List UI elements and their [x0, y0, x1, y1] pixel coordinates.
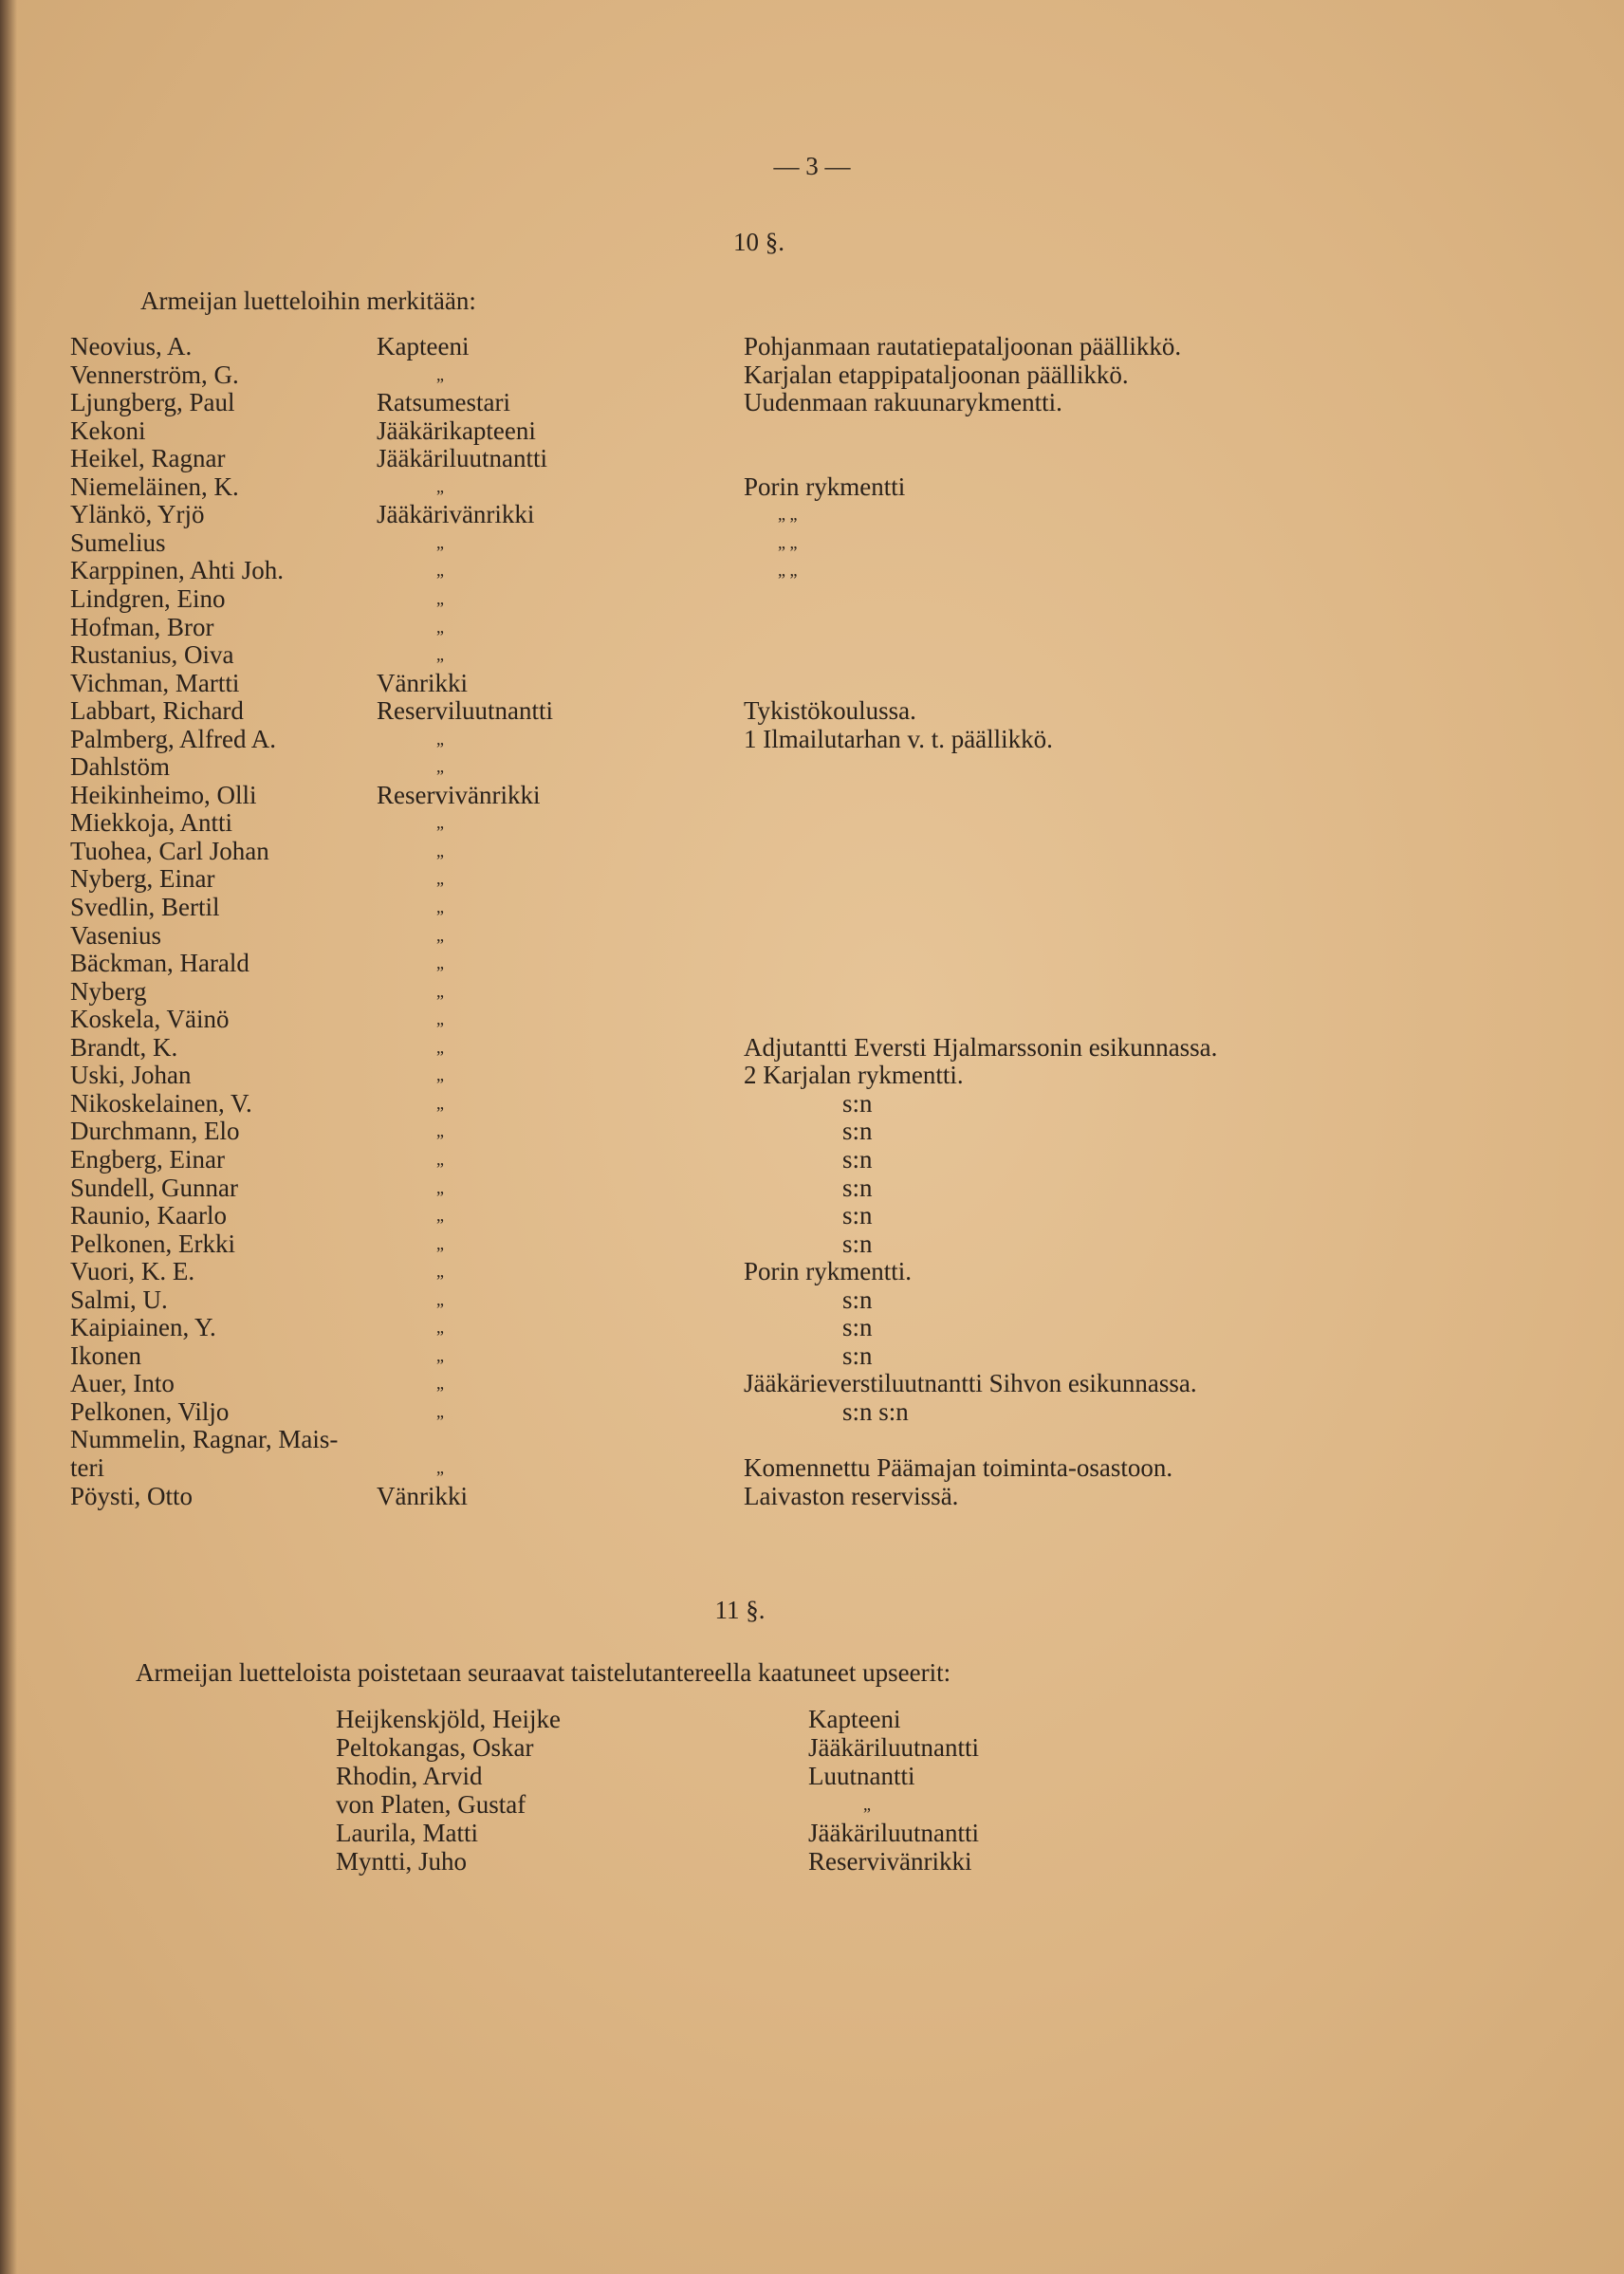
assignment-note: Uudenmaan rakuunarykmentti. — [744, 388, 1062, 416]
officer-name: Kekoni — [70, 416, 146, 445]
ditto-mark: „ — [436, 365, 444, 384]
ditto-mark: „ — [436, 589, 444, 608]
fallen-officer-name: Heijkenskjöld, Heijke — [336, 1705, 561, 1733]
ditto-mark: „ — [436, 618, 444, 637]
assignment-note: Karjalan etappipataljoonan päällikkö. — [744, 361, 1129, 389]
officer-name: Engberg, Einar — [70, 1145, 225, 1174]
officer-name: Pelkonen, Erkki — [70, 1229, 235, 1258]
officer-name: Sundell, Gunnar — [70, 1174, 238, 1202]
ditto-mark: „ — [436, 869, 444, 888]
officer-name: Nyberg, Einar — [70, 864, 215, 893]
assignment-note: Porin rykmentti — [744, 472, 906, 501]
assignment-note: 2 Karjalan rykmentti. — [744, 1061, 964, 1089]
officer-rank: Jääkärikapteeni — [377, 416, 536, 445]
officer-name: Koskela, Väinö — [70, 1005, 230, 1033]
ditto-mark: „ — [436, 1206, 444, 1225]
fallen-officer-name: Myntti, Juho — [336, 1847, 468, 1876]
fallen-officer-rank: Jääkäriluutnantti — [808, 1819, 979, 1847]
officer-name: Neovius, A. — [70, 332, 193, 361]
ditto-sn: s:n — [842, 1285, 873, 1314]
ditto-mark: „ — [436, 813, 444, 832]
ditto-mark: „ — [436, 1234, 444, 1253]
officer-name: Ikonen — [70, 1341, 141, 1370]
ditto-mark: „ — [436, 1065, 444, 1084]
officer-name: Niemeläinen, K. — [70, 472, 239, 501]
officer-name: Nikoskelainen, V. — [70, 1089, 252, 1118]
officer-name: Sumelius — [70, 528, 166, 557]
ditto-mark: „ — [436, 1374, 444, 1393]
officer-name: Miekkoja, Antti — [70, 808, 232, 837]
ditto-mark: „ — [436, 926, 444, 945]
officer-name: Palmberg, Alfred A. — [70, 725, 276, 753]
officer-name: Auer, Into — [70, 1369, 175, 1397]
fallen-officer-name: Rhodin, Arvid — [336, 1762, 483, 1790]
officer-name: Svedlin, Bertil — [70, 893, 220, 921]
officer-name: Vichman, Martti — [70, 669, 240, 697]
ditto-sn: s:n — [842, 1117, 873, 1145]
ditto-sn: s:n — [842, 1313, 873, 1341]
fallen-officer-rank: Reservivänrikki — [808, 1847, 972, 1876]
officer-name: Vuori, K. E. — [70, 1257, 195, 1285]
assignment-note: Komennettu Päämajan toiminta-osastoon. — [744, 1453, 1173, 1482]
officer-name: Hofman, Bror — [70, 613, 214, 641]
officer-name: Salmi, U. — [70, 1285, 168, 1314]
officer-name: Rustanius, Oiva — [70, 640, 234, 669]
officer-name: Durchmann, Elo — [70, 1117, 240, 1145]
officer-rank: Jääkäriluutnantti — [377, 444, 547, 472]
officer-rank: Vänrikki — [377, 669, 468, 697]
ditto-mark: „ — [436, 1121, 444, 1140]
ditto-sn: s:n — [842, 1145, 873, 1174]
ditto-mark: „ — [436, 953, 444, 972]
ditto-sn: s:n — [842, 1201, 873, 1229]
officer-name: Pöysti, Otto — [70, 1482, 194, 1510]
ditto-sn: s:n — [842, 1089, 873, 1118]
fallen-officer-name: von Platen, Gustaf — [336, 1790, 526, 1819]
assignment-note: Pohjanmaan rautatiepataljoonan päällikkö. — [744, 332, 1182, 361]
ditto-mark: „ — [436, 1009, 444, 1028]
fallen-officer-rank: Jääkäriluutnantti — [808, 1733, 979, 1762]
page-number: — 3 — — [773, 152, 851, 180]
assignment-note: Laivaston reservissä. — [744, 1482, 959, 1510]
ditto-mark: „ — [436, 1038, 444, 1057]
ditto-sn: s:n — [842, 1229, 873, 1258]
officer-name: Uski, Johan — [70, 1061, 192, 1089]
ditto-mark: „ — [436, 1262, 444, 1281]
section-10-heading: 10 §. — [733, 228, 784, 256]
officer-name: Nyberg — [70, 977, 147, 1006]
ditto-mark: „ — [436, 841, 444, 860]
ditto-mark: „ — [436, 1178, 444, 1197]
section-11-intro: Armeijan luetteloista poistetaan seuraavat taistelutantereella kaatuneet upseerit: — [136, 1658, 951, 1687]
fallen-officer-name: Laurila, Matti — [336, 1819, 478, 1847]
officer-name: Ljungberg, Paul — [70, 388, 235, 416]
ditto-mark: „ — [436, 645, 444, 664]
ditto-mark: „ — [436, 982, 444, 1001]
officer-rank: Vänrikki — [377, 1482, 468, 1510]
officer-name: Labbart, Richard — [70, 696, 244, 725]
ditto-sn: s:n s:n — [842, 1397, 909, 1426]
officer-name: Vennerström, G. — [70, 361, 239, 389]
ditto-mark: „ „ — [778, 533, 798, 552]
officer-name: Heikel, Ragnar — [70, 444, 226, 472]
fallen-officer-name: Peltokangas, Oskar — [336, 1733, 534, 1762]
section-11-heading: 11 §. — [714, 1596, 766, 1624]
ditto-sn: s:n — [842, 1174, 873, 1202]
section-10-intro: Armeijan luetteloihin merkitään: — [140, 287, 476, 315]
officer-rank: Ratsumestari — [377, 388, 510, 416]
officer-name: Brandt, K. — [70, 1033, 178, 1062]
officer-name: Ylänkö, Yrjö — [70, 500, 205, 528]
ditto-mark: „ „ — [778, 561, 798, 580]
fallen-officer-rank: Kapteeni — [808, 1705, 901, 1733]
officer-name: Dahlstöm — [70, 752, 170, 781]
ditto-mark: „ — [436, 1094, 444, 1113]
officer-name: Lindgren, Eino — [70, 584, 226, 613]
ditto-sn: s:n — [842, 1341, 873, 1370]
officer-name: Vasenius — [70, 921, 161, 950]
officer-name: teri — [70, 1453, 104, 1482]
officer-rank: Reserviluutnantti — [377, 696, 553, 725]
ditto-mark: „ — [436, 1318, 444, 1337]
officer-rank: Reservivänrikki — [377, 781, 541, 809]
ditto-mark: „ — [436, 1290, 444, 1309]
officer-name: Pelkonen, Viljo — [70, 1397, 230, 1426]
officer-name: Kaipiainen, Y. — [70, 1313, 216, 1341]
officer-name: Nummelin, Ragnar, Mais- — [70, 1425, 339, 1453]
ditto-mark: „ — [863, 1795, 871, 1814]
officer-rank: Jääkärivänrikki — [377, 500, 535, 528]
ditto-mark: „ — [436, 477, 444, 496]
assignment-note: Tykistökoulussa. — [744, 696, 916, 725]
ditto-mark: „ — [436, 730, 444, 749]
assignment-note: Jääkärieverstiluutnantti Sihvon esikunnassa. — [744, 1369, 1197, 1397]
officer-name: Bäckman, Harald — [70, 949, 249, 977]
ditto-mark: „ — [436, 1150, 444, 1169]
ditto-mark: „ — [436, 533, 444, 552]
officer-name: Tuohea, Carl Johan — [70, 837, 269, 865]
ditto-mark: „ — [436, 1346, 444, 1365]
ditto-mark: „ — [436, 1402, 444, 1421]
ditto-mark: „ „ — [778, 505, 798, 524]
page-edge-shadow — [0, 0, 17, 2274]
officer-name: Karppinen, Ahti Joh. — [70, 556, 284, 584]
fallen-officer-rank: Luutnantti — [808, 1762, 915, 1790]
assignment-note: Adjutantti Eversti Hjalmarssonin esikunnassa. — [744, 1033, 1218, 1062]
ditto-mark: „ — [436, 561, 444, 580]
ditto-mark: „ — [436, 757, 444, 776]
ditto-mark: „ — [436, 1458, 444, 1477]
officer-name: Raunio, Kaarlo — [70, 1201, 227, 1229]
officer-name: Heikinheimo, Olli — [70, 781, 257, 809]
assignment-note: Porin rykmentti. — [744, 1257, 912, 1285]
officer-rank: Kapteeni — [377, 332, 470, 361]
assignment-note: 1 Ilmailutarhan v. t. päällikkö. — [744, 725, 1053, 753]
ditto-mark: „ — [436, 897, 444, 916]
